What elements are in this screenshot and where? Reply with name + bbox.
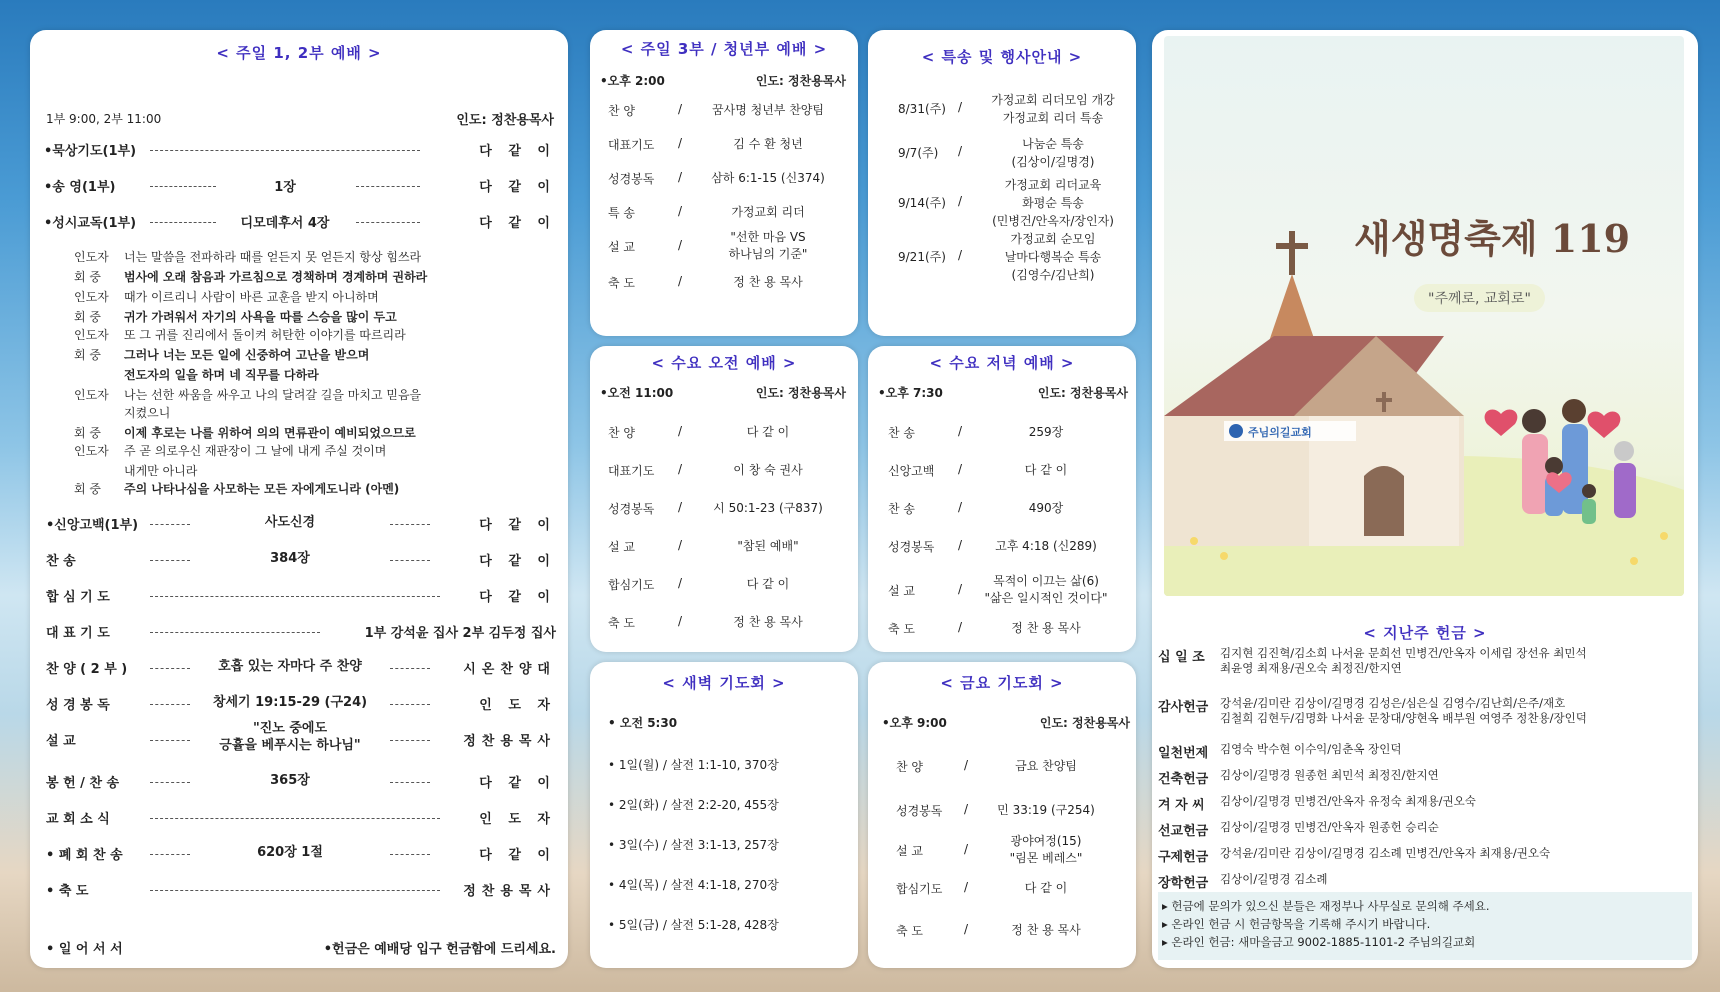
service-time: 1부 9:00, 2부 11:00 <box>46 112 162 126</box>
leader-dots <box>390 704 430 705</box>
field-value: 259장 <box>1028 425 1064 439</box>
reading-line: 그러나 너는 모든 일에 신중하여 고난을 받으며 <box>124 348 370 362</box>
offering-names: 김영숙 박수현 이수익/임춘옥 장인덕 <box>1220 742 1402 756</box>
field-value: 금요 찬양팀 <box>1015 759 1077 773</box>
offering-names: 강석윤/김미란 김상이/길명경 김성은/심은실 김영수/김난희/은주/재호 김철희 김현두/김명화 나서윤 문창대/양현옥 배부원 여영주 정찬용/장인덕 <box>1220 696 1587 725</box>
field-label: 설 교 <box>896 844 923 858</box>
leader-dots <box>356 186 420 187</box>
reading-line: 내게만 아니라 <box>124 464 198 478</box>
order-person: 다 같 이 <box>479 590 556 605</box>
offering-note: ▸ 온라인 헌금: 새마을금고 9002-1885-1101-2 주님의길교회 <box>1162 935 1476 949</box>
order-label: 합 심 기 도 <box>46 590 110 605</box>
field-label: 대표기도 <box>608 464 655 478</box>
reading-line: 주 곧 의로우신 재판장이 그 날에 내게 주실 것이며 <box>124 444 387 458</box>
leader-dots <box>390 782 430 783</box>
reading-line: 범사에 오래 참음과 가르침으로 경책하며 경계하며 권하라 <box>124 270 428 284</box>
field-label: 신앙고백 <box>888 464 935 478</box>
separator: / <box>958 100 963 114</box>
event-detail: 나눔순 특송 (김상이/길명경) <box>1011 137 1095 169</box>
order-person: 정찬용목사 <box>463 734 556 749</box>
order-label: 찬 양 ( 2 부 ) <box>46 662 128 677</box>
separator: / <box>678 462 683 476</box>
separator: / <box>678 170 683 184</box>
field-label: 찬 송 <box>888 502 915 516</box>
reading-line: 귀가 가려워서 자기의 사욕을 따를 스승을 많이 두고 <box>124 310 397 324</box>
service-leader: 인도: 정찬용목사 <box>1037 386 1128 400</box>
field-label: 합심기도 <box>896 882 943 896</box>
field-label: 찬 양 <box>608 104 635 118</box>
event-detail: 가정교회 순모임 날마다행복순 특송 (김영수/김난희) <box>1004 232 1102 282</box>
field-value: 다 같 이 <box>1024 881 1068 895</box>
order-item: "진노 중에도 긍휼을 베푸시는 하나님" <box>219 721 361 753</box>
offering-label: 십 일 조 <box>1158 650 1205 665</box>
order-person: 다 같 이 <box>479 216 556 231</box>
field-label: 찬 양 <box>896 760 923 774</box>
offering-note: •헌금은 예배당 입구 헌금함에 드리세요. <box>323 942 556 957</box>
reading-speaker: 인도자 <box>74 328 109 342</box>
field-value: 다 같 이 <box>1024 463 1068 477</box>
order-item: 1장 <box>274 180 296 195</box>
offering-names: 김상이/길명경 김소례 <box>1220 872 1328 886</box>
reading-speaker: 회 중 <box>74 482 101 496</box>
separator: / <box>964 802 969 816</box>
reading-speaker: 회 중 <box>74 270 101 284</box>
order-label: •묵상기도(1부) <box>44 144 137 159</box>
field-value: 정 찬 용 목사 <box>733 275 803 289</box>
field-label: 성경봉독 <box>608 172 655 186</box>
banner-subtitle: "주께로, 교회로" <box>1414 284 1545 312</box>
order-label: •성시교독(1부) <box>44 216 137 231</box>
field-value: 가정교회 리더 <box>731 205 805 219</box>
service-leader: 인도: 정찬용목사 <box>755 386 846 400</box>
service-time: •오후 9:00 <box>882 716 947 730</box>
order-person: 인 도 자 <box>479 698 556 713</box>
field-label: 설 교 <box>888 584 915 598</box>
reading-speaker: 회 중 <box>74 310 101 324</box>
field-label: 축 도 <box>608 276 635 290</box>
panel-dawn-prayer <box>590 662 858 968</box>
offering-label: 겨 자 씨 <box>1158 798 1205 813</box>
reading-line: 나는 선한 싸움을 싸우고 나의 달려갈 길을 마치고 믿음을 <box>124 388 422 402</box>
leader-dots <box>150 524 190 525</box>
dawn-row: • 1일(월) / 살전 1:1-10, 370장 <box>608 758 779 772</box>
panel-events <box>868 30 1136 336</box>
field-value: 이 창 숙 권사 <box>733 463 803 477</box>
order-person: 다 같 이 <box>479 776 556 791</box>
leader-dots <box>390 854 430 855</box>
field-value: 고후 4:18 (신289) <box>995 539 1097 553</box>
order-item: 디모데후서 4장 <box>240 216 330 231</box>
separator: / <box>964 922 969 936</box>
order-label: 성 경 봉 독 <box>46 698 110 713</box>
separator: / <box>678 538 683 552</box>
panel-title: < 특송 및 행사안내 > <box>921 48 1083 66</box>
leader-dots <box>150 186 216 187</box>
field-label: 성경봉독 <box>888 540 935 554</box>
offering-names: 강석윤/김미란 김상이/길명경 김소례 민병건/안옥자 최재용/권오숙 <box>1220 846 1551 860</box>
service-time: •오후 7:30 <box>878 386 943 400</box>
dawn-row: • 2일(화) / 살전 2:2-20, 455장 <box>608 798 779 812</box>
event-date: 9/14(주) <box>898 196 946 210</box>
separator: / <box>678 238 683 252</box>
order-person: 1부 강석윤 집사 2부 김두정 집사 <box>364 626 556 641</box>
reading-line: 또 그 귀를 진리에서 돌이켜 허탄한 이야기를 따르리라 <box>124 328 406 342</box>
leader-dots <box>150 704 190 705</box>
separator: / <box>958 248 963 262</box>
offering-note: ▸ 헌금에 문의가 있으신 분들은 재정부나 사무실로 문의해 주세요. <box>1162 899 1490 913</box>
order-label: • 축 도 <box>46 884 89 899</box>
order-person: 정찬용목사 <box>463 884 556 899</box>
field-label: 성경봉독 <box>896 804 943 818</box>
offering-label: 감사헌금 <box>1158 700 1209 715</box>
leader-dots <box>150 596 440 597</box>
leader-dots <box>390 524 430 525</box>
separator: / <box>678 424 683 438</box>
order-label: 교 회 소 식 <box>46 812 110 827</box>
offering-label: 선교헌금 <box>1158 824 1209 839</box>
field-value: 다 같 이 <box>746 577 790 591</box>
event-date: 9/21(주) <box>898 250 946 264</box>
order-label: 대 표 기 도 <box>46 626 110 641</box>
reading-line: 이제 후로는 나를 위하여 의의 면류관이 예비되었으므로 <box>124 426 416 440</box>
field-value: 꿈사명 청년부 찬양팀 <box>712 103 824 117</box>
separator: / <box>678 136 683 150</box>
order-person: 다 같 이 <box>479 144 556 159</box>
dawn-row: • 4일(목) / 살전 4:1-18, 270장 <box>608 878 779 892</box>
reading-speaker: 인도자 <box>74 444 109 458</box>
leader-dots <box>150 740 190 741</box>
separator: / <box>958 462 963 476</box>
order-label: 설 교 <box>46 734 76 749</box>
separator: / <box>958 538 963 552</box>
offering-names: 김상이/길명경 민병건/안옥자 원종헌 승리순 <box>1220 820 1439 834</box>
leader-dots <box>356 222 420 223</box>
leader-dots <box>390 668 430 669</box>
panel-title: < 금요 기도회 > <box>940 674 1064 692</box>
stand-label: • 일 어 서 서 <box>46 942 123 957</box>
service-time: • 오전 5:30 <box>608 716 678 730</box>
order-label: •송 영(1부) <box>44 180 116 195</box>
field-label: 특 송 <box>608 206 635 220</box>
field-value: 광야여정(15) "림몬 베레스" <box>1009 834 1083 865</box>
panel-offerings <box>1152 30 1698 968</box>
panel-title: < 주일 3부 / 청년부 예배 > <box>620 40 828 58</box>
field-label: 찬 송 <box>888 426 915 440</box>
dawn-row: • 3일(수) / 살전 3:1-13, 257장 <box>608 838 779 852</box>
banner-illustration <box>1164 36 1684 596</box>
separator: / <box>958 620 963 634</box>
separator: / <box>958 144 963 158</box>
separator: / <box>964 758 969 772</box>
offering-label: 장학헌금 <box>1158 876 1209 891</box>
banner-title: 새생명축제 119 <box>1354 216 1631 261</box>
panel-title: < 수요 저녁 예배 > <box>929 354 1075 372</box>
panel-sunday3-youth <box>590 30 858 336</box>
field-value: 민 33:19 (구254) <box>997 803 1095 817</box>
leader-dots <box>390 740 430 741</box>
leader-dots <box>150 668 190 669</box>
field-label: 대표기도 <box>608 138 655 152</box>
service-leader: 인도: 정찬용목사 <box>456 113 554 128</box>
separator: / <box>964 880 969 894</box>
order-label: 봉 헌 / 찬 송 <box>46 776 120 791</box>
leader-dots <box>150 818 440 819</box>
event-detail: 가정교회 리더모임 개강 가정교회 리더 특송 <box>991 93 1115 125</box>
panel-title: < 수요 오전 예배 > <box>651 354 797 372</box>
order-label: 찬 송 <box>46 554 76 569</box>
field-label: 합심기도 <box>608 578 655 592</box>
field-value: "선한 마음 VS 하나님의 기준" <box>728 230 808 261</box>
reading-line: 때가 이르리니 사람이 바른 교훈을 받지 아니하며 <box>124 290 379 304</box>
offering-names: 김지현 김진혁/김소희 나서윤 문희선 민병건/안옥자 이세림 장선유 최민석 최윤영 최재용/권오숙 최정진/한지연 <box>1220 646 1587 675</box>
reading-speaker: 인도자 <box>74 250 109 264</box>
leader-dots <box>150 854 190 855</box>
field-label: 성경봉독 <box>608 502 655 516</box>
reading-speaker: 인도자 <box>74 388 109 402</box>
order-item: 365장 <box>270 773 310 788</box>
service-leader: 인도: 정찬용목사 <box>755 74 846 88</box>
offering-note: ▸ 온라인 헌금 시 헌금항목을 기록해 주시기 바랍니다. <box>1162 917 1431 931</box>
leader-dots <box>150 782 190 783</box>
order-item: 620장 1절 <box>257 845 323 860</box>
field-label: 축 도 <box>608 616 635 630</box>
order-item: 창세기 19:15-29 (구24) <box>212 695 368 710</box>
panel-wed-evening <box>868 346 1136 652</box>
church-illustration <box>1164 36 1684 596</box>
offering-label: 구제헌금 <box>1158 850 1209 865</box>
panel-title: < 새벽 기도회 > <box>662 674 786 692</box>
dawn-row: • 5일(금) / 살전 5:1-28, 428장 <box>608 918 779 932</box>
order-person: 인 도 자 <box>479 812 556 827</box>
leader-dots <box>150 632 320 633</box>
separator: / <box>958 424 963 438</box>
field-label: 설 교 <box>608 540 635 554</box>
separator: / <box>678 500 683 514</box>
field-value: 정 찬 용 목사 <box>1011 923 1081 937</box>
offering-names: 김상이/길명경 원종헌 최민석 최정진/한지연 <box>1220 768 1439 782</box>
reading-line: 너는 말씀을 전파하라 때를 얻든지 못 얻든지 항상 힘쓰라 <box>124 250 422 264</box>
panel-wed-morning <box>590 346 858 652</box>
separator: / <box>964 842 969 856</box>
event-detail: 가정교회 리더교육 화평순 특송 (민병건/안옥자/장인자) <box>992 178 1114 228</box>
reading-line: 주의 나타나심을 사모하는 모든 자에게도니라 (아멘) <box>124 482 400 496</box>
offering-label: 일천번제 <box>1158 746 1209 761</box>
separator: / <box>678 614 683 628</box>
field-label: 축 도 <box>896 924 923 938</box>
field-label: 설 교 <box>608 240 635 254</box>
order-item: 호흡 있는 자마다 주 찬양 <box>218 659 362 674</box>
reading-speaker: 인도자 <box>74 290 109 304</box>
order-person: 다 같 이 <box>479 848 556 863</box>
order-person: 시온찬양대 <box>463 662 556 677</box>
service-leader: 인도: 정찬용목사 <box>1039 716 1130 730</box>
offering-title: < 지난주 헌금 > <box>1363 624 1487 642</box>
separator: / <box>958 582 963 596</box>
separator: / <box>678 274 683 288</box>
leader-dots <box>150 890 440 891</box>
field-value: 정 찬 용 목사 <box>1011 621 1081 635</box>
event-date: 9/7(주) <box>898 146 939 160</box>
reading-speaker: 회 중 <box>74 426 101 440</box>
order-person: 다 같 이 <box>479 180 556 195</box>
leader-dots <box>150 222 216 223</box>
reading-line: 전도자의 일을 하며 네 직무를 다하라 <box>124 368 319 382</box>
service-time: •오전 11:00 <box>600 386 674 400</box>
separator: / <box>958 194 963 208</box>
order-label: • 폐 회 찬 송 <box>46 848 123 863</box>
panel-sunday-service <box>30 30 568 968</box>
leader-dots <box>150 560 190 561</box>
field-value: 삼하 6:1-15 (신374) <box>711 171 825 185</box>
separator: / <box>678 204 683 218</box>
field-value: 목적이 이끄는 삶(6) "삶은 일시적인 것이다" <box>984 574 1108 605</box>
service-time: •오후 2:00 <box>600 74 665 88</box>
offering-label: 건축헌금 <box>1158 772 1209 787</box>
church-name: 주님의길교회 <box>1248 426 1312 439</box>
order-label: •신앙고백(1부) <box>46 518 139 533</box>
field-value: 490장 <box>1028 501 1064 515</box>
field-value: 정 찬 용 목사 <box>733 615 803 629</box>
field-value: 시 50:1-23 (구837) <box>713 501 823 515</box>
order-item: 사도신경 <box>264 515 316 530</box>
leader-dots <box>150 150 420 151</box>
reading-line: 지켰으니 <box>124 406 171 420</box>
field-value: "참된 예배" <box>737 539 799 553</box>
panel-friday-prayer <box>868 662 1136 968</box>
separator: / <box>958 500 963 514</box>
panel-title: < 주일 1, 2부 예배 > <box>216 44 382 62</box>
separator: / <box>678 102 683 116</box>
field-value: 김 수 환 청년 <box>733 137 803 151</box>
order-person: 다 같 이 <box>479 518 556 533</box>
leader-dots <box>390 560 430 561</box>
event-date: 8/31(주) <box>898 102 946 116</box>
order-item: 384장 <box>270 551 310 566</box>
separator: / <box>678 576 683 590</box>
field-label: 축 도 <box>888 622 915 636</box>
offering-names: 김상이/길명경 민병건/안옥자 유정숙 최재용/권오숙 <box>1220 794 1476 808</box>
field-label: 찬 양 <box>608 426 635 440</box>
order-person: 다 같 이 <box>479 554 556 569</box>
reading-speaker: 회 중 <box>74 348 101 362</box>
field-value: 다 같 이 <box>746 425 790 439</box>
